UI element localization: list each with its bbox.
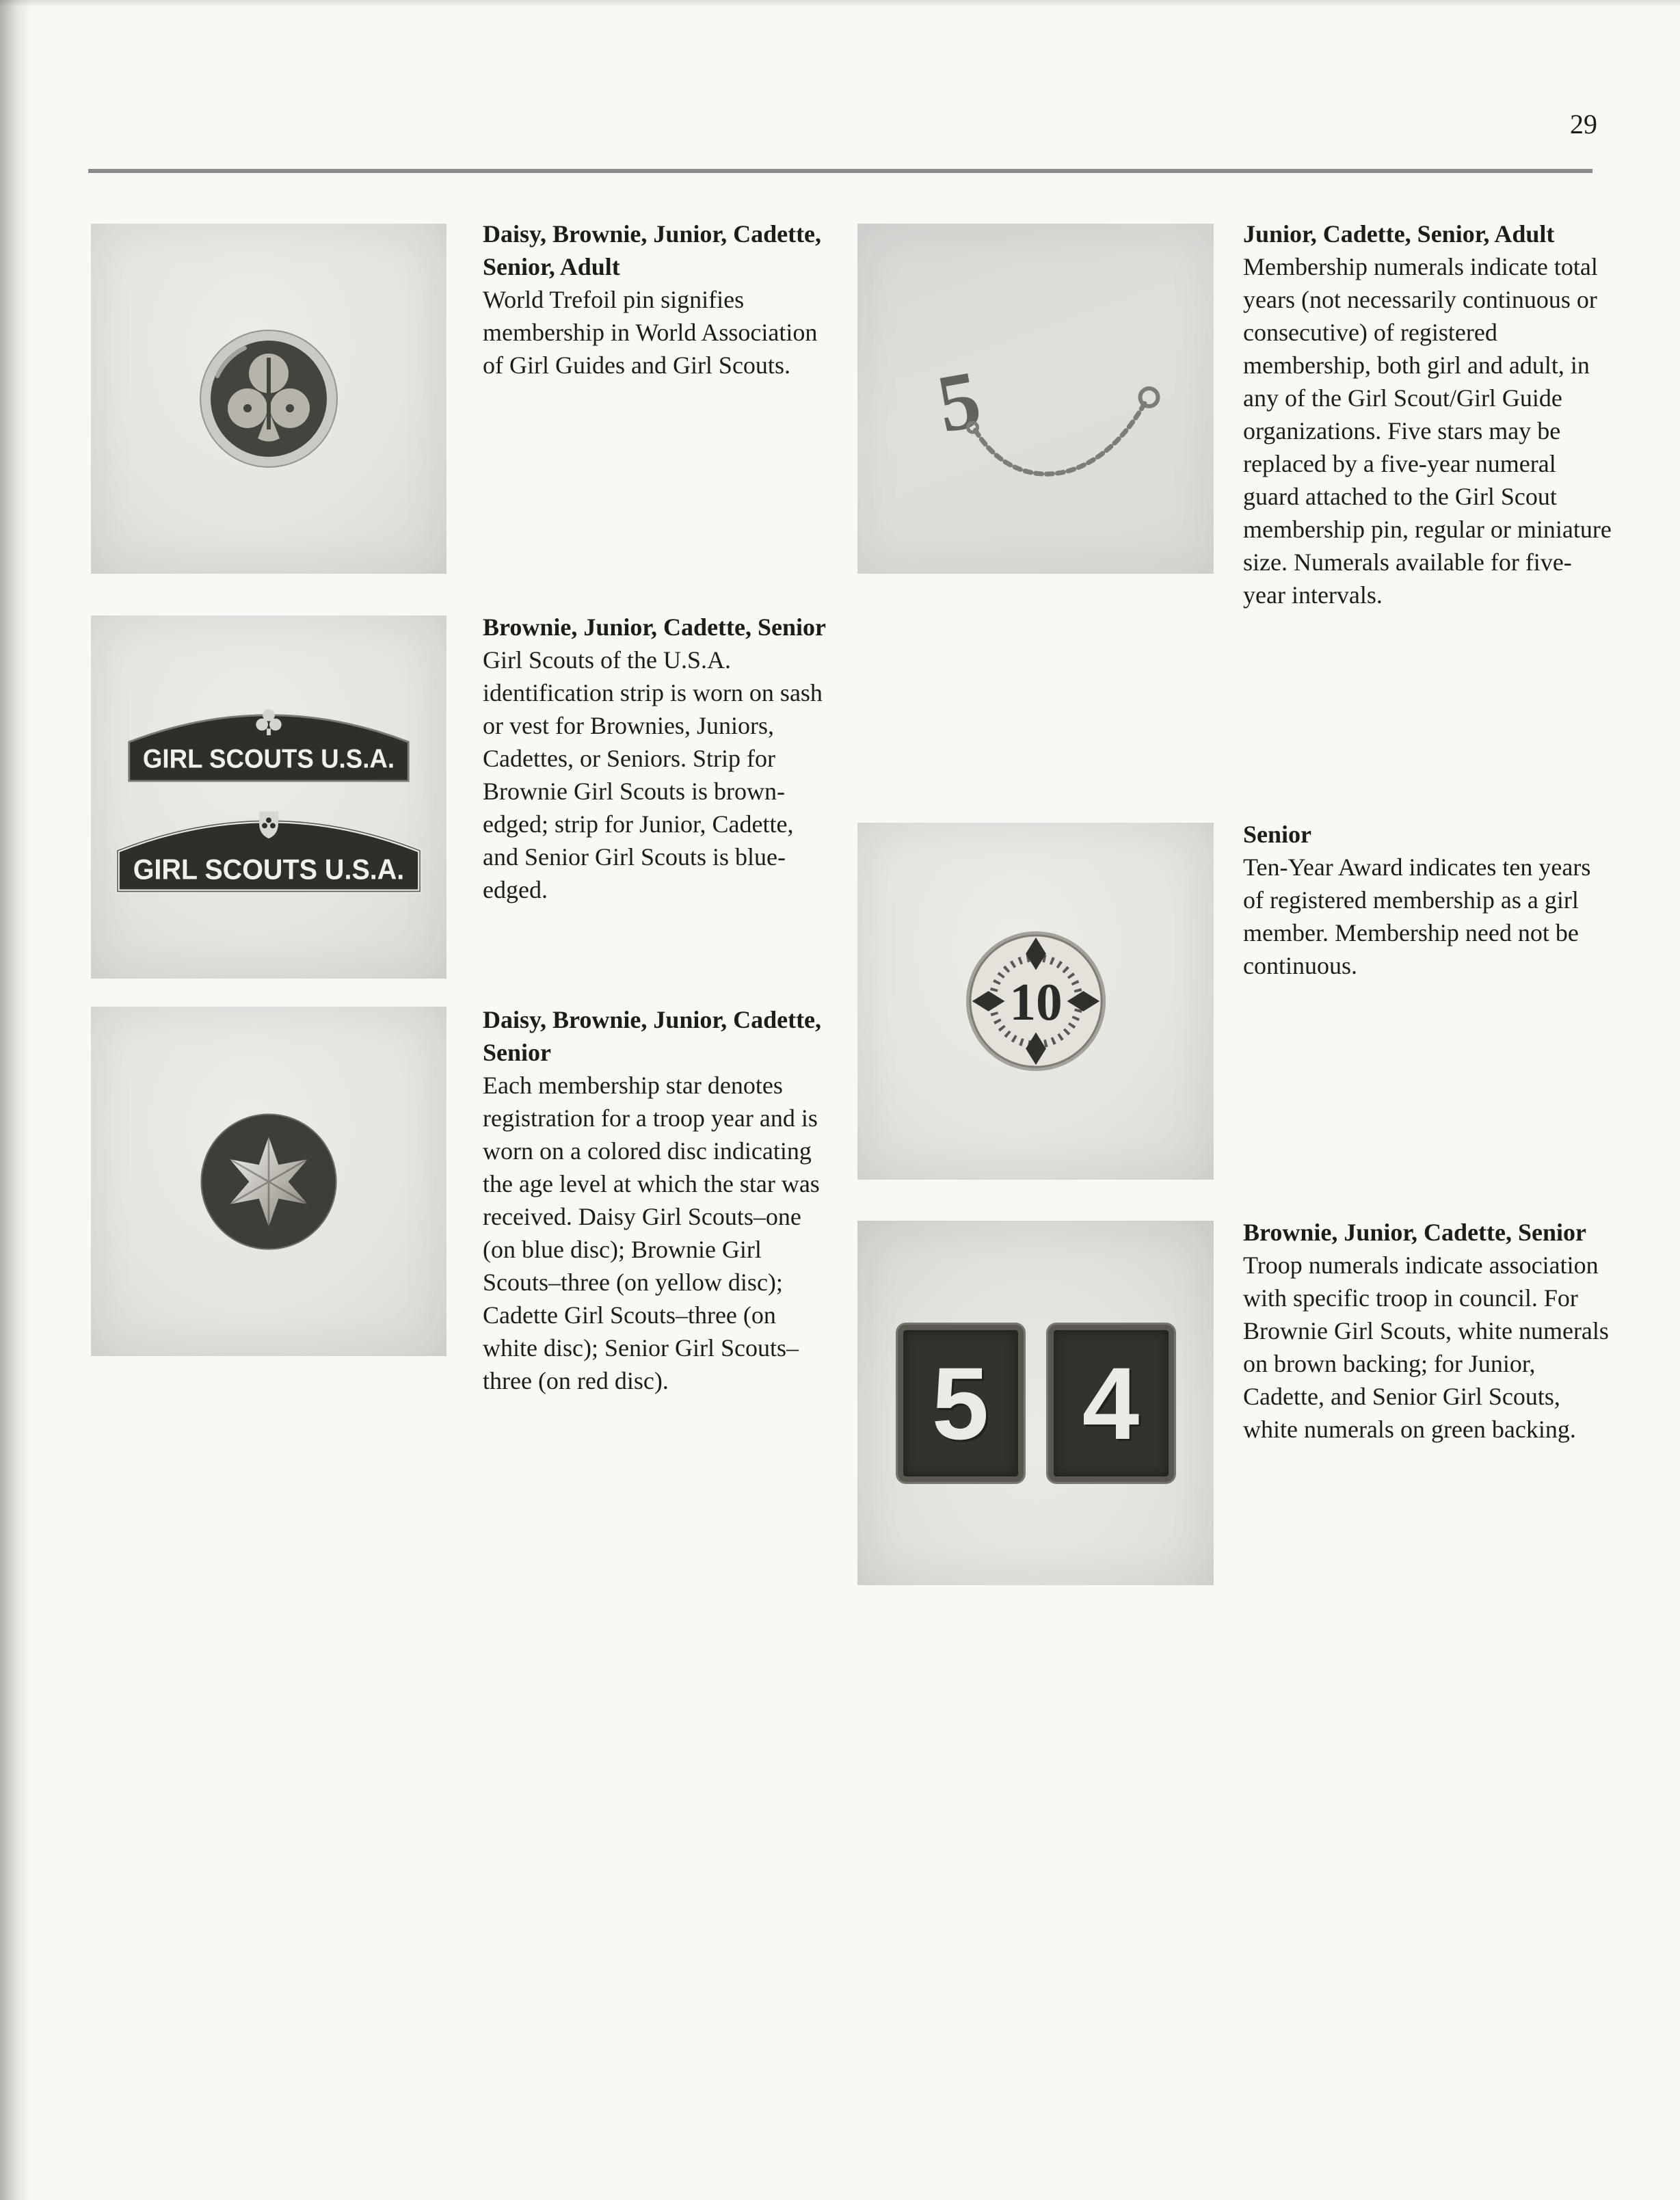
- section-world-trefoil: [483, 217, 828, 382]
- five-year-numeral-guard-icon: [857, 224, 1214, 574]
- ten-year-award-icon: [961, 927, 1110, 1076]
- membership-star-icon: [196, 1109, 341, 1254]
- photo-world-trefoil-pin: [91, 224, 446, 574]
- section-membership-star: [483, 1003, 828, 1397]
- section-heading: Daisy, Brownie, Junior, Cadette, Senior: [483, 1006, 822, 1066]
- header-rule: [88, 169, 1592, 173]
- section-heading: Brownie, Junior, Cadette, Senior: [483, 613, 827, 641]
- id-strip-label: GIRL SCOUTS U.S.A.: [133, 853, 405, 886]
- section-body: Troop numerals indicate association with specific troop in council. For Brownie Girl Scouts, white numerals on brown backing; for Junior, Cadette, and Senior Girl Scouts, white numerals on green backing.: [1243, 1251, 1609, 1443]
- section-heading: Brownie, Junior, Cadette, Senior: [1243, 1219, 1587, 1246]
- id-strip-brownie-icon: [121, 698, 416, 785]
- id-strip-stack: [109, 698, 428, 897]
- world-trefoil-pin-icon: [197, 327, 341, 471]
- troop-numeral-patch-5: [898, 1325, 1024, 1482]
- section-body: World Trefoil pin signifies membership in World Association of Girl Guides and Girl Scouts.: [483, 286, 818, 379]
- photo-ten-year-award: [857, 823, 1214, 1180]
- page-number: 29: [1570, 109, 1597, 140]
- numeral-guard-value: 5: [931, 353, 987, 450]
- section-heading: Daisy, Brownie, Junior, Cadette, Senior, Adult: [483, 220, 822, 280]
- section-troop-numerals: [1243, 1216, 1612, 1446]
- section-id-strip: [483, 611, 828, 906]
- photo-membership-star: [91, 1007, 446, 1356]
- photo-numeral-guard: [857, 224, 1214, 574]
- section-heading: Junior, Cadette, Senior, Adult: [1243, 220, 1555, 248]
- troop-numeral-right: 4: [1082, 1345, 1140, 1461]
- troop-numeral-patch-4: [1048, 1325, 1174, 1482]
- photo-troop-numerals: [857, 1221, 1214, 1585]
- section-body: Girl Scouts of the U.S.A. identification strip is worn on sash or vest for Brownies, Juniors, Cadettes, or Seniors. Strip for Brownie Girl Scouts is brown-edged; strip for Junior, Cadette, and Senior Girl Scouts is blue-edged.: [483, 646, 823, 903]
- section-heading: Senior: [1243, 821, 1312, 848]
- section-body: Each membership star denotes registration for a troop year and is worn on a colored disc indicating the age level at which the star was received. Daisy Girl Scouts–one (on blue disc); Brownie Girl Scouts–three (on yellow disc); Cadette Girl Scouts–three (on white disc); Senior Girl Scouts–three (on red disc).: [483, 1072, 820, 1394]
- troop-numeral-patches: [898, 1325, 1174, 1482]
- chain-ring-icon: [1141, 388, 1158, 406]
- section-body: Ten-Year Award indicates ten years of registered membership as a girl member. Membership need not be continuous.: [1243, 853, 1591, 979]
- photo-id-strips: [91, 615, 446, 979]
- id-strip-label: GIRL SCOUTS U.S.A.: [142, 743, 395, 773]
- ten-year-value: 10: [1009, 972, 1063, 1031]
- section-body: Membership numerals indicate total years (not necessarily continuous or consecutive) of registered membership, both girl and adult, in any of the Girl Scout/Girl Guide organizations. Five stars may be replaced by a five-year numeral guard attached to the Girl Scout membership pin, regular or miniature size. Numerals available for five-year intervals.: [1243, 253, 1612, 609]
- chain-icon: [976, 403, 1145, 474]
- section-ten-year-award: [1243, 818, 1612, 982]
- id-strip-junior-icon: [109, 801, 428, 897]
- section-membership-numerals: [1243, 217, 1612, 611]
- troop-numeral-left: 5: [931, 1345, 989, 1461]
